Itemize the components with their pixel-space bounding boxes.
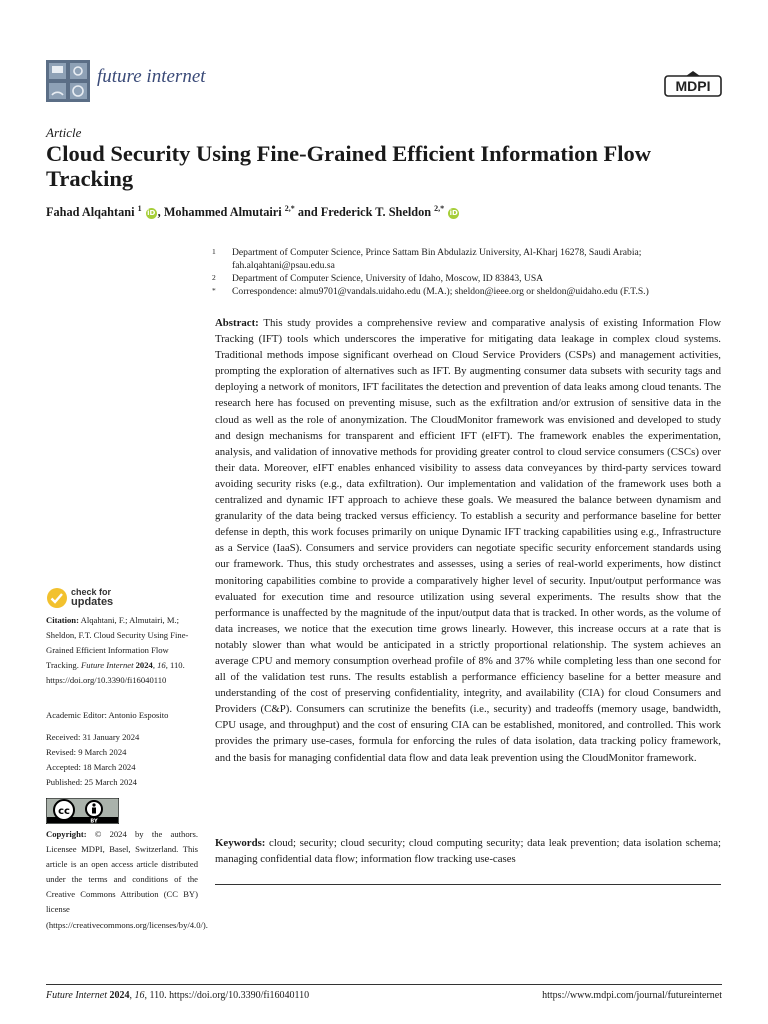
footer-volume: 16: [134, 990, 145, 1001]
author-list: [46, 204, 726, 220]
affiliation-mark: 2: [212, 273, 216, 282]
affiliation-mark: 1: [212, 247, 216, 256]
citation-volume: 16: [157, 660, 166, 671]
correspondence-text: Correspondence: almu9701@vandals.uidaho.edu (M.A.); sheldon@ieee.org or sheldon@uidaho.edu (F.T.S.): [232, 286, 649, 297]
footer-year: 2024: [109, 990, 130, 1001]
abstract: [215, 315, 721, 766]
keywords: [215, 835, 721, 867]
citation-doi[interactable]: , 110. https://doi.org/10.3390/fi16040110: [46, 660, 185, 686]
affiliation-mark: *: [212, 286, 216, 295]
check-updates-line2: updates: [71, 596, 114, 608]
paper-title: Cloud Security Using Fine-Grained Efficient Information Flow Tracking: [46, 141, 651, 191]
orcid-icon[interactable]: iD: [147, 208, 156, 217]
footer-doi[interactable]: , 110. https://doi.org/10.3390/fi16040110: [144, 990, 310, 1001]
citation-block: Citation: Alqahtani, F.; Almutairi, M.; Sheldon, F.T. Cloud Security Using Fine-Grained Efficient Information Flow Tracking. Future Internet 2024, 16, 110. https://doi.org/10.3390/fi16040110: [46, 615, 189, 686]
footer-journal-url[interactable]: https://www.mdpi.com/journal/futureinternet: [542, 990, 722, 1001]
date-received: Received: 31 January 2024: [46, 732, 140, 742]
author-name: Fahad Alqahtani: [46, 205, 135, 220]
footer-divider: [46, 984, 722, 985]
copyright-label: Copyright:: [46, 829, 87, 839]
mdpi-logo-text: MDPI: [675, 78, 711, 94]
orcid-icon[interactable]: iD: [449, 208, 458, 217]
cc-by-license-icon[interactable]: [46, 798, 119, 824]
citation-label: Citation:: [46, 615, 79, 625]
affiliation-item: [212, 272, 732, 285]
mdpi-logo-icon: [664, 70, 722, 98]
by-label: BY: [90, 818, 98, 824]
publication-dates: [46, 730, 198, 790]
date-accepted: Accepted: 18 March 2024: [46, 762, 136, 773]
journal-logo-icon: [46, 60, 90, 102]
section-divider: [215, 884, 721, 885]
keywords-text: cloud; security; cloud security; cloud computing security; data leak prevention; data isolation schema; managing confidential data flow; information flow tracking use-cases: [215, 837, 722, 866]
author-affiliation-mark: 2,*: [434, 204, 445, 213]
journal-name: future internet: [97, 66, 206, 87]
affiliation-text: Department of Computer Science, University of Idaho, Moscow, ID 83843, USA: [232, 273, 544, 284]
article-type: Article: [46, 125, 82, 140]
academic-editor: Academic Editor: Antonio Esposito: [46, 710, 169, 720]
citation-text: Alqahtani, F.; Almutairi, M.; Sheldon, F.T. Cloud Security Using Fine-Grained Efficient Information Flow Tracking.: [46, 615, 189, 671]
author-name: Mohammed Almutairi: [163, 205, 282, 220]
citation-journal: Future Internet: [81, 660, 134, 671]
check-for-updates-link[interactable]: [71, 587, 113, 607]
copyright-text: © 2024 by the authors. Licensee MDPI, Basel, Switzerland. This article is an open access article distributed under the terms and conditions of the Creative Commons Attribution (CC BY) license (https://creativecommons.org/licenses/by/4.0/).: [46, 829, 208, 930]
date-published: Published: 25 March 2024: [46, 777, 137, 788]
affiliation-item: [212, 285, 732, 298]
author-affiliation-mark: 1: [137, 204, 142, 213]
author-affiliation-mark: 2,*: [284, 204, 295, 213]
abstract-label: Abstract:: [215, 317, 259, 329]
copyright-notice: [46, 827, 208, 933]
affiliation-text: Department of Computer Science, Prince Sattam Bin Abdulaziz University, Al-Kharj 16278, Saudi Arabia; fah.alqahtani@psau.edu.sa: [232, 247, 642, 271]
author-joiner: and: [297, 205, 318, 220]
author-joiner: ,: [157, 205, 161, 220]
check-updates-line1: check for: [71, 587, 112, 597]
check-for-updates-icon[interactable]: [46, 587, 68, 609]
footer-journal: Future Internet: [46, 990, 108, 1001]
citation-year: 2024: [135, 660, 153, 671]
date-revised: Revised: 9 March 2024: [46, 747, 127, 758]
abstract-text: This study provides a comprehensive review and comparative analysis of existing Information Flow Tracking (IFT) tools which underscores the imperative for mitigating data leakage in complex cloud systems. Traditional methods impose significant overhead on Cloud Service Providers (CSPs) and management activities, prompting the exploration of alternatives such as IFT. By augmenting consumer data subsets with security tags and deploying a network of monitors, IFT facilitates the detection and prevention of data leaks among cloud tenants. The research here has focused on preventing misuse, such as the exfiltration and/or extrusion of sensitive data in the cloud as well as the role of anonymization. The CloudMonitor framework was envisioned and developed to study and design mechanisms for transparent and efficient IFT (eIFT). The framework enables the experimentation, analysis, and validation of innovative methods for providing greater control to cloud service consumers (CSCs) over their data. Moreover, eIFT enables enhanced visibility to assess data conveyances by third-party services toward avoiding security risks (e.g., data exfiltration). Our implementation and validation of the framework uses both a centralized and dynamic IFT approach to achieve these goals. We measured the balance between dynamism and granularity of the data being tracked versus efficiency. To establish a security and performance baseline for better defense in depth, this work focuses primarily on unique Dynamic IFT tracking capabilities using e.g., Infrastructure as a Service (IaaS). Consumers and service providers can negotiate specific security enforcement standards using our framework. Thus, this study orchestrates and assesses, using a series of real-world experiments, how distinct monitoring capabilities combine to provide a comparatively higher level of security. Input/output performance was evaluated for execution time and resource utilization using several experiments. The results show that the performance is unaffected by the magnitude of the input/output data that is tracked. In other words, as the volume of data increases, we notice that the execution time grows linearly. However, this increase occurs at a rate that is notably slower than what would be anticipated in a strictly proportional relationship. The system achieves an average CPU and memory consumption overhead profile of 8% and 37% while completing less than one second for all of the validation test runs. The results establish a performance efficiency baseline for a better measure and understanding of the cost of preserving confidentiality, integrity, and availability (CIA) for cloud Consumers and Providers (C&P). Consumers can scrutinize the benefits (i.e., security) and tradeoffs (memory usage, bandwidth, CPU usage, and throughput) and the cost of ensuring CIA can be established, monitored, and controlled. This work provides the primary use-cases, formula for enforcing the rules of data isolation, data tracking policy framework, and the basis for managing confidential data flow and data leak prevention using the CloudMonitor framework.: [215, 317, 721, 764]
cc-label: cc: [58, 806, 70, 817]
footer-citation: Future Internet 2024, 16, 110. https://doi.org/10.3390/fi16040110: [46, 990, 310, 1001]
keywords-label: Keywords:: [215, 837, 266, 849]
affiliation-item: [212, 246, 732, 272]
author-name: Frederick T. Sheldon: [320, 205, 432, 220]
